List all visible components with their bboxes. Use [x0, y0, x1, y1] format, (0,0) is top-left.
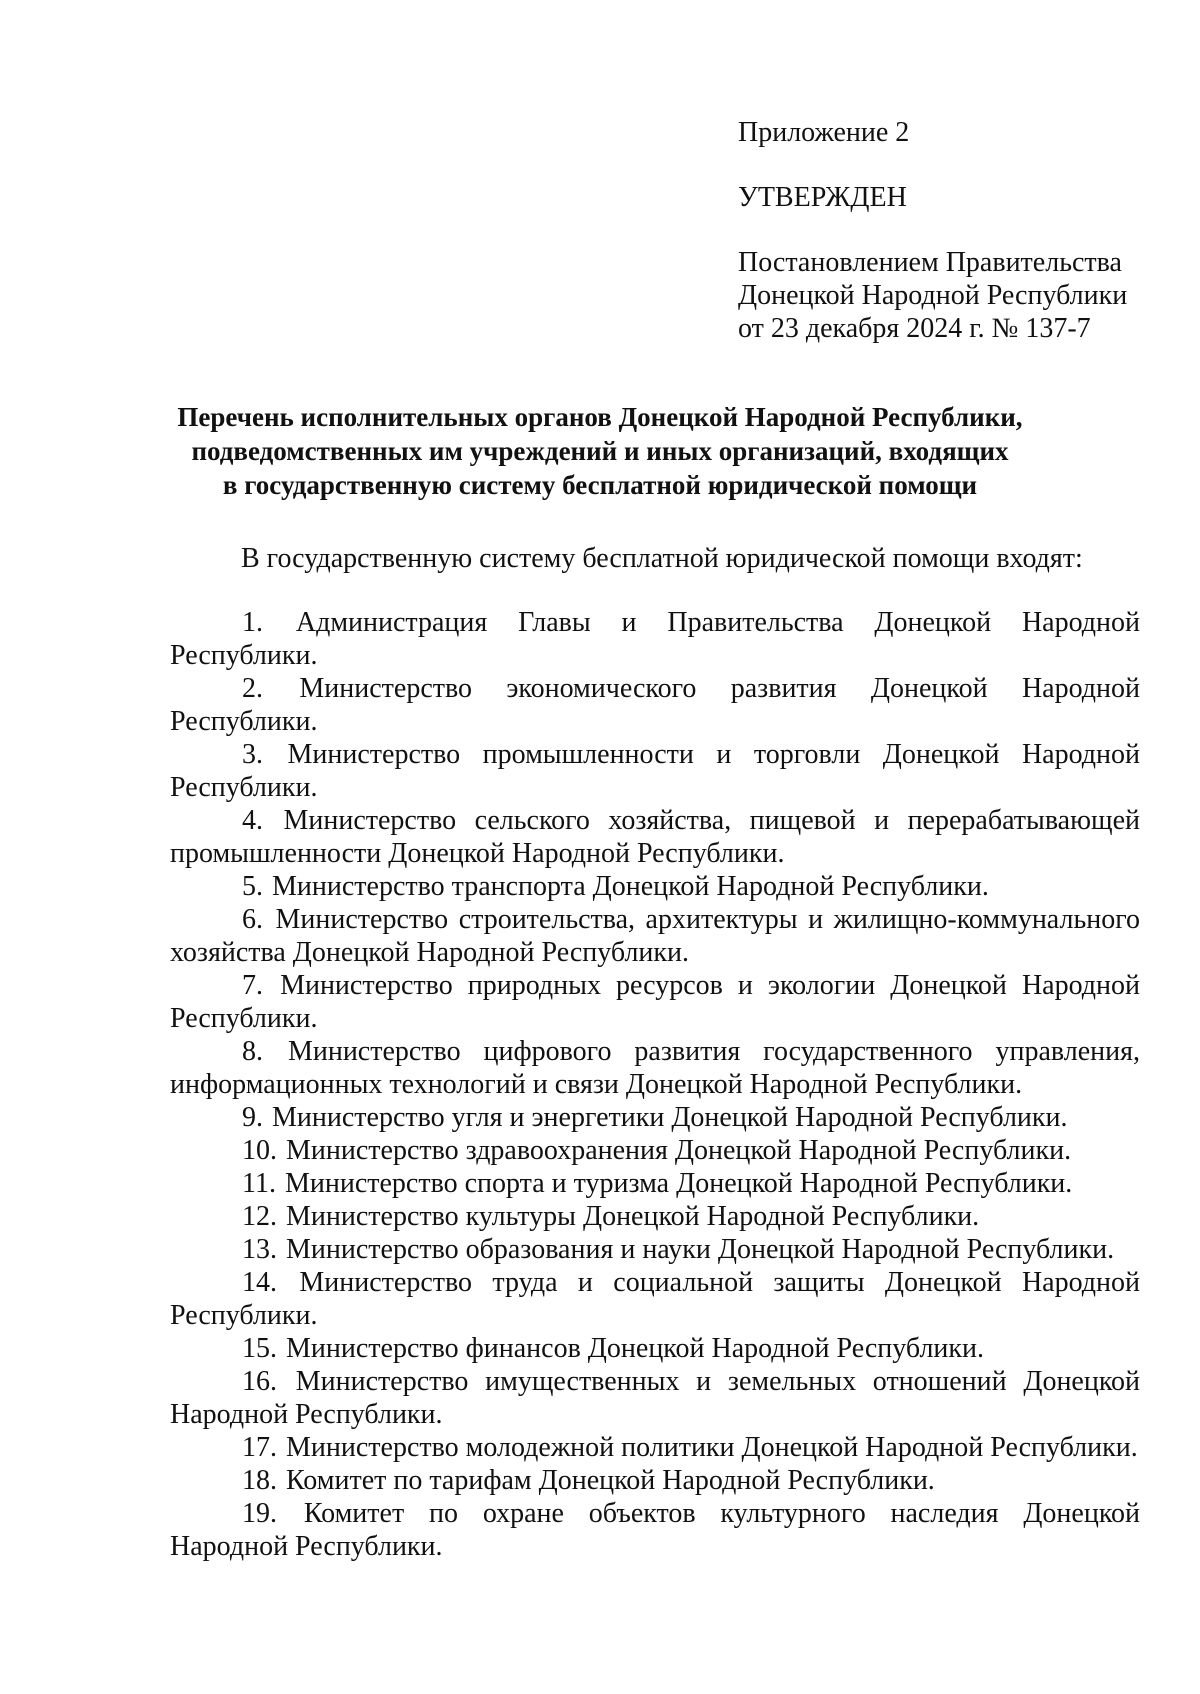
item-number: 11.	[242, 1168, 276, 1199]
resolution-line-1: Постановлением Правительства	[738, 247, 1122, 278]
item-number: 1.	[242, 607, 263, 638]
item-text: Министерство финансов Донецкой Народной Республики.	[286, 1333, 984, 1364]
item-number: 3.	[242, 739, 263, 770]
list-item	[170, 1266, 1140, 1332]
item-number: 18.	[242, 1465, 277, 1496]
item-text: Министерство здравоохранения Донецкой Народной Республики.	[286, 1135, 1072, 1166]
list-item	[170, 606, 1140, 672]
item-number: 19.	[242, 1498, 277, 1529]
item-number: 15.	[242, 1333, 277, 1364]
item-text: Министерство молодежной политики Донецкой Народной Республики.	[286, 1432, 1138, 1463]
item-text: Администрация Главы и Правительства Донецкой Народной Республики.	[170, 607, 1140, 671]
item-number: 10.	[242, 1135, 277, 1166]
list-item	[170, 672, 1140, 738]
list-item	[170, 903, 1140, 969]
item-text: Министерство строительства, архитектуры и жилищно-коммунального хозяйства Донецкой Народной Республики.	[170, 904, 1140, 968]
resolution-line-2: Донецкой Народной Республики	[738, 280, 1128, 311]
item-text: Министерство спорта и туризма Донецкой Народной Республики.	[284, 1168, 1073, 1199]
list-item	[170, 804, 1140, 870]
title-line-3: в государственную систему бесплатной юридической помощи	[222, 470, 978, 500]
item-text: Министерство транспорта Донецкой Народной Республики.	[272, 871, 989, 902]
item-number: 13.	[242, 1234, 277, 1265]
list-item	[170, 1431, 1140, 1464]
item-text: Министерство имущественных и земельных отношений Донецкой Народной Республики.	[170, 1366, 1141, 1430]
resolution-line-3: от 23 декабря 2024 г. № 137-7	[738, 313, 1091, 344]
item-text: Комитет по тарифам Донецкой Народной Республики.	[286, 1465, 935, 1496]
item-number: 16.	[242, 1366, 277, 1397]
list-item	[170, 1200, 1140, 1233]
title-line-1: Перечень исполнительных органов Донецкой Народной Республики,	[177, 402, 1023, 432]
list-item	[170, 1497, 1140, 1563]
item-text: Министерство природных ресурсов и экологии Донецкой Народной Республики.	[170, 970, 1141, 1034]
item-number: 8.	[242, 1036, 263, 1067]
item-text: Министерство образования и науки Донецкой Народной Республики.	[286, 1234, 1115, 1265]
item-text: Комитет по охране объектов культурного наследия Донецкой Народной Республики.	[170, 1498, 1140, 1562]
list-item	[170, 969, 1140, 1035]
document-title	[140, 400, 1060, 502]
item-text: Министерство цифрового развития государственного управления, информационных технологий и связи Донецкой Народной Республики.	[170, 1036, 1140, 1100]
item-number: 6.	[242, 904, 263, 935]
list-item	[170, 738, 1140, 804]
item-text: Министерство угля и энергетики Донецкой Народной Республики.	[272, 1102, 1068, 1133]
item-text: Министерство промышленности и торговли Донецкой Народной Республики.	[170, 739, 1141, 803]
appendix-label: Приложение 2	[738, 117, 910, 148]
item-number: 14.	[242, 1267, 277, 1298]
item-number: 9.	[242, 1102, 263, 1133]
item-number: 4.	[242, 805, 263, 836]
list-item	[170, 1167, 1140, 1200]
list-item	[170, 1365, 1140, 1431]
item-text: Министерство труда и социальной защиты Донецкой Народной Республики.	[170, 1267, 1141, 1331]
list-item	[170, 1332, 1140, 1365]
item-number: 12.	[242, 1201, 277, 1232]
item-number: 2.	[242, 673, 263, 704]
item-text: Министерство сельского хозяйства, пищевой и перерабатывающей промышленности Донецкой Народной Республики.	[170, 805, 1141, 869]
list-item	[170, 1035, 1140, 1101]
approval-block	[738, 116, 1178, 345]
list-item	[170, 1464, 1140, 1497]
list-item	[170, 1233, 1140, 1266]
approved-label: УТВЕРЖДЕН	[738, 182, 907, 213]
item-text: Министерство экономического развития Донецкой Народной Республики.	[170, 673, 1141, 737]
list-item	[170, 870, 1140, 903]
list-item	[170, 1101, 1140, 1134]
intro-paragraph: В государственную систему бесплатной юридической помощи входят:	[241, 543, 1083, 574]
organization-list	[170, 606, 1140, 1563]
item-number: 7.	[242, 970, 263, 1001]
item-text: Министерство культуры Донецкой Народной Республики.	[286, 1201, 980, 1232]
item-number: 17.	[242, 1432, 277, 1463]
title-line-2: подведомственных им учреждений и иных организаций, входящих	[191, 436, 1009, 466]
list-item	[170, 1134, 1140, 1167]
item-number: 5.	[242, 871, 263, 902]
